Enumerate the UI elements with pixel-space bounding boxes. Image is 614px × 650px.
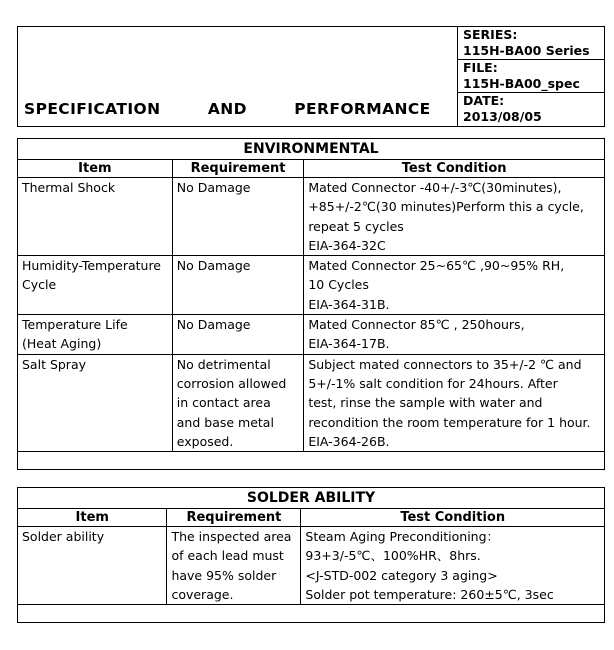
blank-cell	[18, 605, 605, 623]
requirement-line: No detrimental	[176, 356, 271, 372]
condition-line: Subject mated connectors to 35+/-2 ℃ and	[308, 356, 582, 372]
file-label: FILE:	[463, 60, 498, 75]
column-header-test-condition: Test Condition	[304, 160, 605, 178]
cell-requirement	[167, 527, 301, 605]
condition-line: repeat 5 cycles	[308, 218, 404, 234]
item-line: Solder ability	[22, 529, 105, 544]
item-line: (Heat Aging)	[22, 336, 102, 352]
condition-line: test, rinse the sample with water and	[308, 395, 543, 411]
condition-line: Steam Aging Preconditioning：	[305, 529, 500, 544]
item-line: Temperature Life	[22, 317, 128, 333]
requirement-line: corrosion allowed	[176, 375, 287, 391]
condition-line: Mated Connector 85℃ , 250hours,	[308, 317, 525, 333]
table-row	[18, 354, 605, 451]
condition-line: 5+/-1% salt condition for 24hours. After	[308, 375, 558, 391]
table-row	[18, 178, 605, 256]
table-row	[18, 315, 605, 355]
cell-condition	[304, 178, 605, 256]
requirement-line: No Damage	[176, 317, 251, 333]
column-header-requirement: Requirement	[172, 160, 304, 178]
date-cell	[458, 93, 605, 126]
date-value: 2013/08/05	[463, 109, 542, 124]
cell-requirement	[172, 354, 304, 451]
item-line: Cycle	[22, 277, 57, 293]
solder-ability-table	[17, 487, 605, 623]
column-header-test-condition: Test Condition	[301, 509, 605, 527]
series-cell	[458, 27, 605, 60]
condition-line: Mated Connector 25~65℃ ,90~95% RH,	[308, 258, 565, 274]
item-line: Salt Spray	[22, 356, 87, 372]
date-label: DATE:	[463, 93, 505, 108]
condition-line: EIA-364-32C	[308, 237, 386, 253]
series-label: SERIES:	[463, 27, 518, 42]
requirement-line: exposed.	[176, 433, 234, 449]
cell-requirement	[172, 178, 304, 256]
file-value: 115H-BA00_spec	[463, 76, 580, 91]
cell-condition	[304, 354, 605, 451]
requirement-line: The inspected area	[171, 529, 292, 544]
cell-condition	[304, 315, 605, 355]
requirement-line: of each lead must	[171, 548, 284, 564]
condition-line: Solder pot temperature: 260±5℃, 3sec	[305, 586, 554, 602]
requirement-line: in contact area	[176, 395, 271, 411]
requirement-line: coverage.	[171, 586, 234, 602]
document-title: SPECIFICATION AND PERFORMANCE	[24, 100, 431, 118]
cell-condition	[301, 527, 605, 605]
document-meta	[457, 27, 605, 126]
requirement-line: No Damage	[176, 180, 251, 195]
item-line: Thermal Shock	[22, 180, 116, 195]
column-header-requirement: Requirement	[167, 509, 301, 527]
column-header-item: Item	[18, 509, 167, 527]
series-value: 115H-BA00 Series	[463, 43, 590, 58]
blank-row	[18, 605, 605, 623]
cell-item	[18, 527, 167, 605]
solder-section-title: SOLDER ABILITY	[18, 488, 605, 509]
condition-line: Mated Connector -40+/-3℃(30minutes),	[308, 180, 562, 195]
condition-line: 10 Cycles	[308, 277, 369, 293]
document-header	[17, 26, 605, 127]
cell-requirement	[172, 256, 304, 315]
environmental-table	[17, 138, 605, 470]
cell-item	[18, 315, 173, 355]
table-row	[18, 527, 605, 605]
condition-line: +85+/-2℃(30 minutes)Perform this a cycle,	[308, 199, 584, 215]
condition-line: <J-STD-002 category 3 aging>	[305, 567, 498, 583]
condition-line: EIA-364-31B.	[308, 296, 390, 312]
condition-line: EIA-364-26B.	[308, 433, 390, 449]
file-cell	[458, 60, 605, 93]
cell-item	[18, 256, 173, 315]
condition-line: recondition the room temperature for 1 hour.	[308, 414, 591, 430]
cell-item	[18, 178, 173, 256]
blank-cell	[18, 452, 605, 470]
cell-item	[18, 354, 173, 451]
item-line: Humidity-Temperature	[22, 258, 162, 274]
condition-line: 93+3/-5℃、100%HR、8hrs.	[305, 548, 481, 564]
requirement-line: have 95% solder	[171, 567, 277, 583]
environmental-section-title: ENVIRONMENTAL	[18, 139, 605, 160]
column-header-item: Item	[18, 160, 173, 178]
requirement-line: No Damage	[176, 258, 251, 274]
cell-requirement	[172, 315, 304, 355]
condition-line: EIA-364-17B.	[308, 336, 390, 352]
table-row	[18, 256, 605, 315]
cell-condition	[304, 256, 605, 315]
requirement-line: and base metal	[176, 414, 274, 430]
blank-row	[18, 452, 605, 470]
